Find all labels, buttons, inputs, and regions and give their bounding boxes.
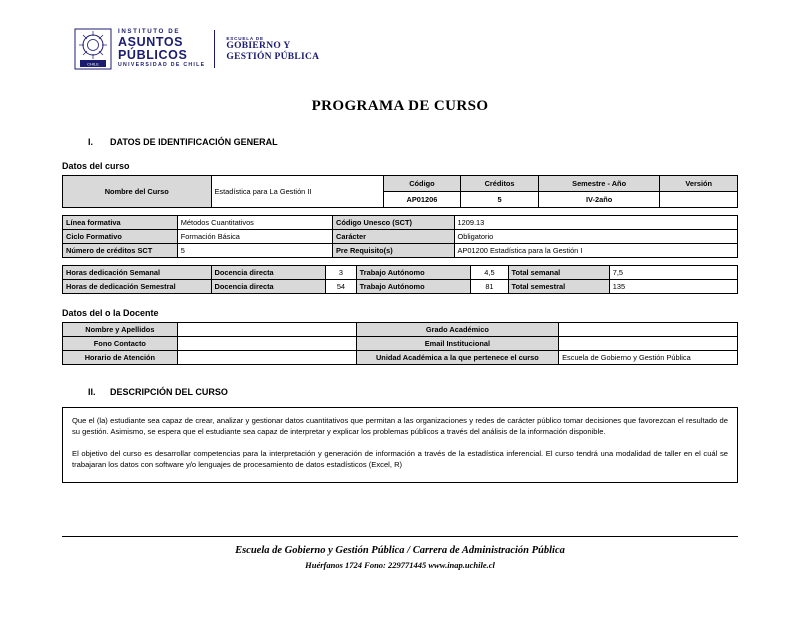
school-line-2: GESTIÓN PÚBLICA	[226, 51, 320, 62]
logo-divider	[214, 30, 215, 68]
value-numero-creditos-sct: 5	[177, 244, 332, 258]
footer-divider	[62, 536, 738, 537]
label-caracter: Carácter	[333, 230, 455, 244]
label-email-institucional: Email Institucional	[356, 337, 559, 351]
value-fono-contacto[interactable]	[177, 337, 356, 351]
school-line-1: GOBIERNO Y	[226, 40, 291, 51]
institute-line-1: INSTITUTO DE	[118, 28, 181, 36]
table-row	[63, 244, 738, 258]
course-name-value: Estadística para La Gestión II	[211, 176, 383, 208]
value-docencia-directa-semanal: 3	[326, 266, 356, 280]
value-ciclo-formativo: Formación Básica	[177, 230, 332, 244]
page-title: PROGRAMA DE CURSO	[311, 98, 489, 114]
table-row	[63, 176, 738, 192]
label-horario-atencion: Horario de Atención	[63, 351, 178, 365]
label-horas-semestral: Horas de dedicación Semestral	[63, 280, 212, 294]
label-codigo-unesco: Código Unesco (SCT)	[333, 216, 455, 230]
course-name-label: Nombre del Curso	[63, 176, 212, 208]
table-row	[63, 230, 738, 244]
label-pre-requisitos: Pre Requisito(s)	[333, 244, 455, 258]
label-docencia-directa-semanal: Docencia directa	[211, 266, 326, 280]
course-description-box	[62, 407, 738, 483]
section-heading-description	[62, 387, 738, 397]
header-creditos: Créditos	[461, 176, 539, 192]
label-ciclo-formativo: Ciclo Formativo	[63, 230, 178, 244]
label-trabajo-autonomo-semanal: Trabajo Autónomo	[356, 266, 471, 280]
value-docencia-directa-semestral: 54	[326, 280, 356, 294]
value-horario-atencion[interactable]	[177, 351, 356, 365]
value-version	[660, 192, 738, 208]
value-trabajo-autonomo-semanal: 4,5	[471, 266, 508, 280]
institute-line-2: ASUNTOS	[118, 34, 184, 49]
table-row	[63, 351, 738, 365]
value-pre-requisitos: AP01200 Estadística para la Gestión I	[454, 244, 738, 258]
school-line-0: ESCUELA DE	[226, 35, 264, 41]
section-number-two: II.	[88, 387, 96, 397]
label-grado-academico: Grado Académico	[356, 323, 559, 337]
header-version: Versión	[660, 176, 738, 192]
label-total-semanal: Total semanal	[508, 266, 609, 280]
value-trabajo-autonomo-semestral: 81	[471, 280, 508, 294]
value-grado-academico[interactable]	[559, 323, 738, 337]
subheading-course-data: Datos del curso	[62, 161, 130, 171]
description-paragraph-2: El objetivo del curso es desarrollar competencias para la interpretación y generación de información a través de la estadística inferencial. El curso tendrá una modalidad de taller en el cuál se trabajaran los datos con software y/o lenguajes de procesamiento de datos estadísticos (Excel, R)	[72, 448, 728, 470]
institute-wordmark	[118, 29, 205, 68]
label-total-semestral: Total semestral	[508, 280, 609, 294]
value-nombre-apellidos[interactable]	[177, 323, 356, 337]
header-semestre-anio: Semestre - Año	[538, 176, 660, 192]
value-total-semestral: 135	[609, 280, 737, 294]
value-codigo: AP01206	[383, 192, 461, 208]
subheading-teacher-data: Datos del o la Docente	[62, 308, 159, 318]
header-codigo: Código	[383, 176, 461, 192]
value-total-semanal: 7,5	[609, 266, 737, 280]
course-identification-table	[62, 175, 738, 208]
value-linea-formativa: Métodos Cuantitativos	[177, 216, 332, 230]
institute-line-4: UNIVERSIDAD DE CHILE	[118, 62, 206, 69]
table-row	[63, 216, 738, 230]
table-row	[63, 323, 738, 337]
label-unidad-academica: Unidad Académica a la que pertenece el curso	[356, 351, 559, 365]
table-row	[63, 280, 738, 294]
svg-text:CHILE: CHILE	[87, 61, 99, 67]
value-semestre-anio: IV-2año	[538, 192, 660, 208]
value-caracter: Obligatorio	[454, 230, 738, 244]
document-footer	[62, 536, 738, 570]
label-linea-formativa: Línea formativa	[63, 216, 178, 230]
teacher-data-table	[62, 322, 738, 365]
university-seal-icon	[74, 28, 112, 70]
table-row	[63, 266, 738, 280]
section-title-two: DESCRIPCIÓN DEL CURSO	[110, 387, 228, 397]
institution-logo	[74, 28, 319, 70]
label-nombre-apellidos: Nombre y Apellidos	[63, 323, 178, 337]
label-docencia-directa-semestral: Docencia directa	[211, 280, 326, 294]
table-row	[63, 337, 738, 351]
footer-contact-line: Huérfanos 1724 Fono: 229771445 www.inap.uchile.cl	[305, 560, 495, 570]
section-heading-identification	[62, 137, 738, 147]
section-title-one: DATOS DE IDENTIFICACIÓN GENERAL	[110, 137, 278, 147]
institute-line-3: PÚBLICOS	[118, 48, 188, 63]
school-wordmark	[226, 36, 319, 62]
section-number-one: I.	[88, 137, 94, 147]
label-horas-semanal: Horas dedicación Semanal	[63, 266, 212, 280]
footer-school-line: Escuela de Gobierno y Gestión Pública / Carrera de Administración Pública	[235, 545, 565, 556]
value-unidad-academica: Escuela de Gobierno y Gestión Pública	[559, 351, 738, 365]
description-paragraph-1: Que el (la) estudiante sea capaz de crear, analizar y gestionar datos cuantitativos que permitan a las organizaciones y redes de carácter público tomar decisiones que favorezcan el resultado de su gestión. Asimismo, se espera que el estudiante sea capaz de interpretar y explicar los problemas públicos a través del análisis de la información disponible.	[72, 416, 728, 437]
value-creditos: 5	[461, 192, 539, 208]
course-attributes-table	[62, 215, 738, 258]
value-codigo-unesco: 1209.13	[454, 216, 738, 230]
document-header	[62, 28, 738, 92]
label-fono-contacto: Fono Contacto	[63, 337, 178, 351]
dedication-hours-table	[62, 265, 738, 294]
label-numero-creditos-sct: Número de créditos SCT	[63, 244, 178, 258]
value-email-institucional[interactable]	[559, 337, 738, 351]
label-trabajo-autonomo-semestral: Trabajo Autónomo	[356, 280, 471, 294]
